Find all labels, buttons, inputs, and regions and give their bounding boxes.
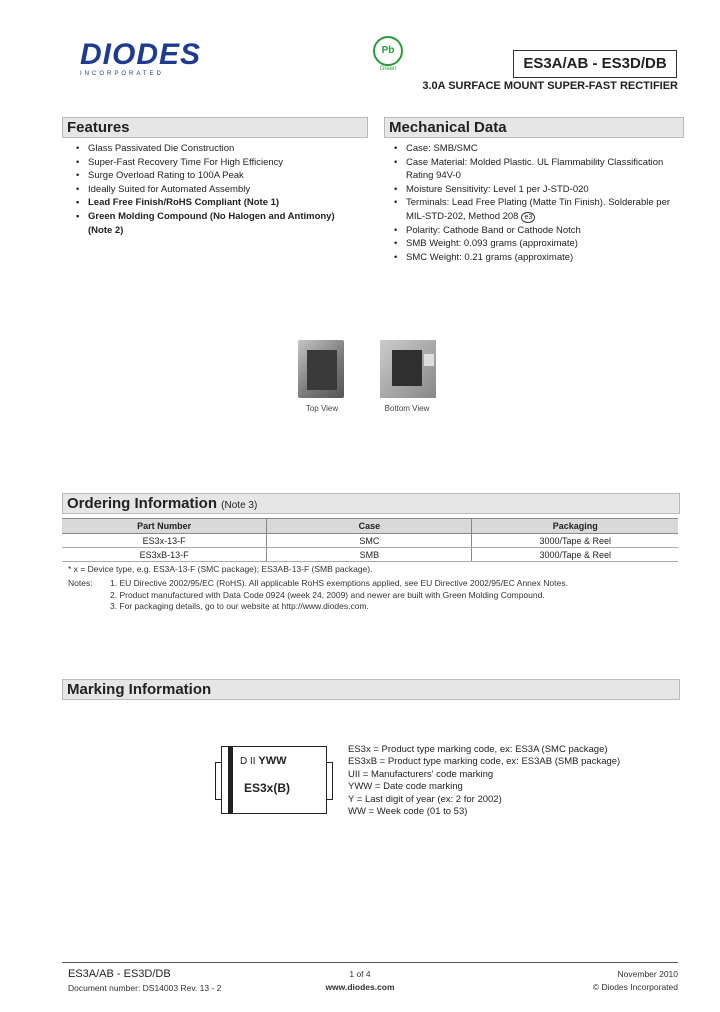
mechanical-item-text: Case: SMB/SMC	[406, 143, 478, 154]
ordering-note-ref: (Note 3)	[221, 500, 258, 511]
column-header: Part Number	[62, 519, 267, 534]
table-cell: ES3x-13-F	[62, 534, 267, 548]
table-cell: 3000/Tape & Reel	[472, 534, 678, 548]
ordering-heading	[62, 493, 680, 514]
chip-date-code: YWW	[258, 755, 287, 767]
ordering-table	[62, 518, 678, 562]
mechanical-item	[392, 183, 677, 197]
mechanical-item	[392, 142, 677, 156]
bottom-view-image	[380, 340, 436, 398]
top-view-image	[298, 340, 344, 398]
note-item: 2. Product manufactured with Data Code 0924 (week 24, 2009) and newer are built with Green Molding Compound.	[110, 589, 545, 600]
pb-badge-text: Pb	[381, 45, 395, 56]
footer-copyright: © Diodes Incorporated	[592, 982, 678, 992]
table-row	[62, 548, 678, 562]
green-label: Green	[379, 66, 397, 72]
company-logo	[80, 40, 201, 77]
cathode-band	[228, 747, 233, 813]
mechanical-item	[392, 196, 677, 223]
mechanical-item-text: Polarity: Cathode Band or Cathode Notch	[406, 224, 581, 236]
logo-text: DIODES	[80, 38, 202, 71]
logo-subtext: INCORPORATED	[80, 71, 164, 77]
chip-product-code: ES3x(B)	[244, 781, 291, 795]
feature-item: • Ideally Suited for Automated Assembly	[74, 183, 359, 197]
green-badge	[370, 36, 406, 72]
mechanical-item-text: SMB Weight: 0.093 grams (approximate)	[406, 238, 578, 250]
mechanical-heading: Mechanical Data	[384, 117, 684, 138]
top-view-caption: Top View	[305, 404, 339, 413]
feature-item: • Surge Overload Rating to 100A Peak	[74, 169, 359, 183]
table-cell: SMC	[267, 534, 472, 548]
mechanical-item	[392, 251, 677, 265]
notes-list	[110, 578, 670, 613]
note-item: 3. For packaging details, go to our website at http://www.diodes.com.	[110, 601, 369, 611]
footer-divider	[62, 962, 678, 963]
document-subtitle: 3.0A SURFACE MOUNT SUPER-FAST RECTIFIER	[422, 80, 678, 92]
feature-item: • Glass Passivated Die Construction	[74, 142, 359, 156]
feature-item: • Green Molding Compound (No Halogen and Antimony) (Note 2)	[74, 210, 359, 237]
marking-line: Y = Last digit of year (ex: 2 for 2002)	[348, 793, 502, 805]
footer-page: 1 of 4	[349, 969, 371, 979]
footer-website-link[interactable]: www.diodes.com	[325, 982, 395, 992]
table-cell: SMB	[267, 548, 472, 562]
marking-legend	[348, 744, 668, 818]
bottom-view-caption: Bottom View	[384, 404, 430, 413]
column-header: Packaging	[472, 519, 678, 534]
e3-mark-icon: e3	[521, 212, 535, 223]
device-type-note: * x = Device type, e.g. ES3A-13-F (SMC package); ES3AB-13-F (SMB package).	[68, 564, 373, 574]
footer-part: ES3A/AB - ES3D/DB	[68, 968, 171, 980]
marking-line: ES3xB = Product type marking code, ex: ES3AB (SMB package)	[348, 756, 621, 768]
marking-line: UII = Manufacturers' code marking	[348, 768, 494, 780]
mechanical-item-text: Terminals: Lead Free Plating (Matte Tin Finish). Solderable per MIL-STD-202, Method 208	[406, 197, 671, 222]
marking-diagram	[215, 746, 333, 814]
pb-free-icon	[373, 36, 403, 66]
table-cell: 3000/Tape & Reel	[472, 548, 678, 562]
part-range-box: ES3A/AB - ES3D/DB	[513, 50, 677, 78]
notes-label: Notes:	[68, 578, 93, 588]
footer-date: November 2010	[617, 969, 678, 979]
marking-line: ES3x = Product type marking code, ex: ES3A (SMC package)	[348, 744, 608, 755]
features-list	[74, 142, 359, 237]
features-heading: Features	[62, 117, 368, 138]
column-header: Case	[267, 519, 472, 534]
mechanical-item	[392, 237, 677, 251]
chip-logo-mark: D II	[240, 756, 256, 767]
ordering-header-row	[62, 519, 678, 534]
note-item: 1. EU Directive 2002/95/EC (RoHS). All applicable RoHS exemptions applied, see EU Directive 2002/95/EC Annex Notes.	[110, 578, 568, 588]
mechanical-item-text: Moisture Sensitivity: Level 1 per J-STD-020	[406, 183, 589, 195]
mechanical-item-text: Case Material: Molded Plastic. UL Flammability Classification Rating 94V-0	[406, 156, 664, 182]
mechanical-item	[392, 224, 677, 238]
ordering-title: Ordering Information	[67, 495, 217, 512]
mechanical-list	[392, 142, 677, 264]
feature-item: • Lead Free Finish/RoHS Compliant (Note 1)	[74, 196, 359, 210]
mechanical-item	[392, 156, 677, 183]
footer-doc-number: Document number: DS14003 Rev. 13 - 2	[68, 983, 222, 993]
marking-line: YWW = Date code marking	[348, 781, 463, 793]
table-cell: ES3xB-13-F	[62, 548, 267, 562]
marking-line: WW = Week code (01 to 53)	[348, 806, 468, 818]
feature-item: • Super-Fast Recovery Time For High Efficiency	[74, 156, 359, 170]
table-row	[62, 534, 678, 548]
mechanical-item-text: SMC Weight: 0.21 grams (approximate)	[406, 251, 574, 263]
marking-heading: Marking Information	[62, 679, 680, 700]
